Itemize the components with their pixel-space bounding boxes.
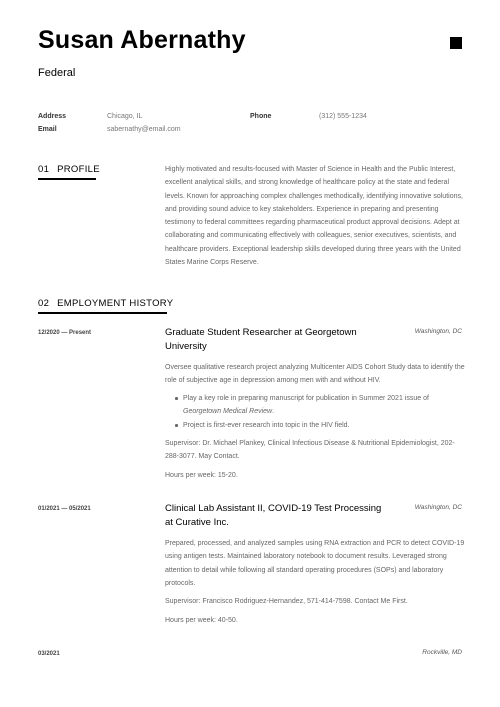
employment-heading-underline — [38, 312, 167, 314]
job-1-hours: Hours per week: 15-20. — [165, 472, 238, 479]
job-1-location: Washington, DC — [414, 328, 462, 335]
phone-label: Phone — [250, 113, 272, 120]
employment-section-title: EMPLOYMENT HISTORY — [57, 298, 174, 309]
employment-section-number: 02 — [38, 298, 50, 309]
job-2-supervisor: Supervisor: Francisco Rodriguez-Hernandez, 571-414-7598. Contact Me First. — [165, 598, 408, 605]
job-2-description: Prepared, processed, and analyzed samples using RNA extraction and PCR to detect COVID-19 using antigen tests. Maintained laboratory notebook to document results. Leveraged strong attention to detail while following all standard operating procedures (SOPs) and laboratory protocols. — [165, 540, 465, 587]
job-2-hours: Hours per week: 40-50. — [165, 617, 238, 624]
address-label: Address — [38, 113, 67, 120]
phone-value: (312) 555-1234 — [319, 113, 367, 120]
address-value: Chicago, IL — [107, 113, 143, 120]
job-1-bullet-1 — [165, 392, 445, 419]
resume-subtitle: Federal — [38, 67, 76, 79]
decorative-square — [450, 37, 462, 49]
profile-heading — [38, 164, 100, 175]
job-1-supervisor: Supervisor: Dr. Michael Plankey, Clinical Infectious Disease & Nutritional Epidemiologist, 202-288-3077. May Contact. — [165, 440, 455, 461]
profile-section-number: 01 — [38, 164, 50, 175]
job-1-description: Oversee qualitative research project analyzing Multicenter AIDS Cohort Study data to identify the role of subjective age in depression among men with and without HIV. — [165, 364, 465, 385]
job-1-date: 12/2020 — Present — [38, 330, 92, 336]
job-3-date: 03/2021 — [38, 651, 60, 657]
profile-summary: Highly motivated and results-focused with Master of Science in Health and the Public Interest, excellent analytical skills, and strong knowledge of healthcare policy at the state and federal levels. Known for approaching complex challenges methodically, identifying innovative solutions, and providing sound advice to key stakeholders. Experience in preparing and presenting testimony to federal committees regarding pharmaceutical product approval decisions. Adept at collaborating and communicating effectively with colleagues, senior executives, scientists, and healthcare providers. Exceptional leadership skills developed during three years with the United States Marine Corps Reserve. — [165, 166, 463, 267]
job-1-bullet-1-publication: Georgetown Medical Review — [183, 408, 273, 416]
job-1-bullet-1-text: Play a key role in preparing manuscript for publication in Summer 2021 issue of — [183, 395, 429, 402]
job-1-bullet-1-end: . — [272, 408, 275, 416]
job-1-bullet-2 — [165, 419, 445, 432]
profile-heading-underline — [38, 178, 96, 180]
job-2-location: Washington, DC — [414, 504, 462, 511]
email-label: Email — [38, 126, 57, 133]
job-1-title: Graduate Student Researcher at Georgetown University — [165, 327, 357, 352]
job-2-date: 01/2021 — 05/2021 — [38, 506, 91, 512]
email-value[interactable]: sabernathy@email.com — [107, 126, 181, 133]
bullet-dot-icon — [175, 424, 178, 427]
candidate-name: Susan Abernathy — [38, 26, 246, 54]
profile-section-title: PROFILE — [57, 164, 100, 175]
job-2-title: Clinical Lab Assistant II, COVID-19 Test Processing at Curative Inc. — [165, 503, 382, 528]
employment-heading — [38, 298, 173, 309]
bullet-dot-icon — [175, 397, 178, 400]
job-3-location: Rockville, MD — [422, 649, 462, 656]
job-1-bullet-2-text: Project is first-ever research into topic in the HIV field. — [183, 422, 350, 429]
